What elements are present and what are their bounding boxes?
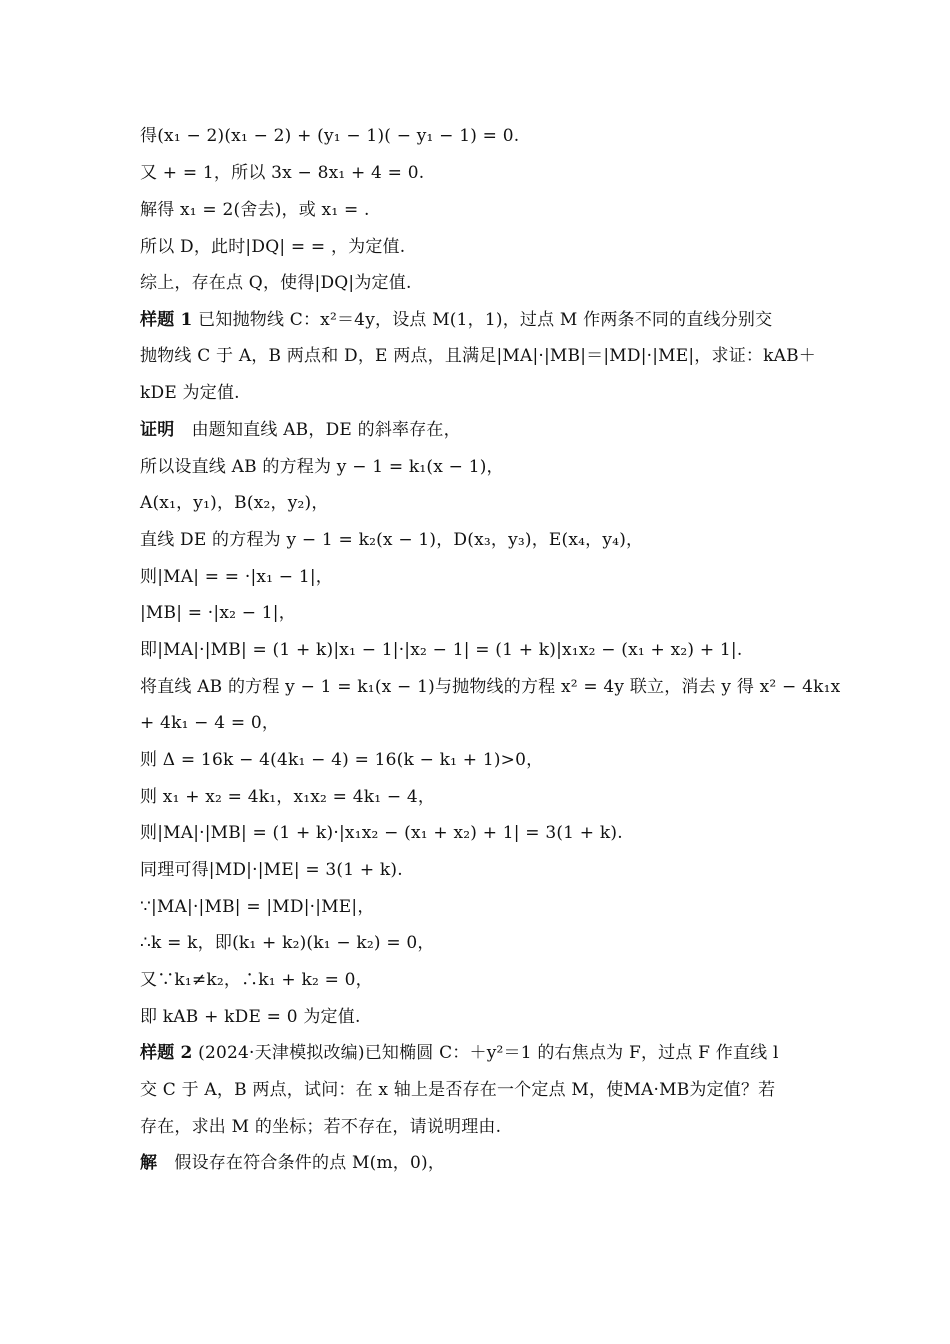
- text-line: [140, 1151, 445, 1175]
- line-text: 假设存在符合条件的点 M(m，0)，: [157, 1153, 446, 1173]
- text-line: 直线 DE 的方程为 y − 1 = k₂(x − 1)，D(x₃，y₃)，E(x₄，y₄)，: [140, 530, 644, 550]
- line-text: 由题知直线 AB，DE 的斜率存在，: [174, 420, 461, 440]
- text-line: 则 Δ = 16k − 4(4k₁ − 4) = 16(k − k₁ + 1)>0，: [140, 750, 544, 770]
- text-line: [140, 1041, 779, 1065]
- text-line: 同理可得|MD|·|ME| = 3(1 + k).: [140, 860, 403, 880]
- text-line: ∵|MA|·|MB| = |MD|·|ME|，: [140, 897, 375, 917]
- section-label: 样题 2: [140, 1043, 193, 1063]
- text-line: 所以 D，此时|DQ| = = ，为定值.: [140, 237, 406, 257]
- text-line: 又∵k₁≠k₂，∴k₁ + k₂ = 0，: [140, 970, 373, 990]
- text-line: 解得 x₁ = 2(舍去)，或 x₁ = .: [140, 200, 370, 220]
- text-line: 存在，求出 M 的坐标；若不存在，请说明理由.: [140, 1117, 502, 1137]
- text-line: |MB| = ·|x₂ − 1|，: [140, 603, 296, 623]
- text-line: 所以设直线 AB 的方程为 y − 1 = k₁(x − 1)，: [140, 457, 504, 477]
- text-line: A(x₁，y₁)，B(x₂，y₂)，: [140, 493, 329, 513]
- line-text: (2024·天津模拟改编)已知椭圆 C：＋y²＝1 的右焦点为 F，过点 F 作直线 l: [192, 1043, 779, 1063]
- text-line: 抛物线 C 于 A，B 两点和 D，E 两点，且满足|MA|·|MB|＝|MD|·|ME|，求证：kAB＋: [140, 346, 816, 366]
- text-line: 综上，存在点 Q，使得|DQ|为定值.: [140, 273, 412, 293]
- text-line: [140, 308, 772, 332]
- text-line: + 4k₁ − 4 = 0，: [140, 713, 280, 733]
- line-text: 已知抛物线 C：x²＝4y，设点 M(1，1)，过点 M 作两条不同的直线分别交: [192, 310, 773, 330]
- text-line: 则 x₁ + x₂ = 4k₁，x₁x₂ = 4k₁ − 4，: [140, 787, 436, 807]
- text-line: kDE 为定值.: [140, 383, 240, 403]
- text-line: 则|MA| = = ·|x₁ − 1|，: [140, 567, 333, 587]
- section-label: 证明: [140, 420, 175, 440]
- section-label: 解: [140, 1153, 158, 1173]
- text-line: [140, 418, 461, 442]
- section-label: 样题 1: [140, 310, 193, 330]
- text-line: 即 kAB + kDE = 0 为定值.: [140, 1007, 361, 1027]
- text-line: 则|MA|·|MB| = (1 + k)·|x₁x₂ − (x₁ + x₂) + 1| = 3(1 + k).: [140, 823, 623, 843]
- text-line: 又 + = 1，所以 3x − 8x₁ + 4 = 0.: [140, 163, 425, 183]
- text-line: ∴k = k，即(k₁ + k₂)(k₁ − k₂) = 0，: [140, 933, 435, 953]
- text-line: 得(x₁ − 2)(x₁ − 2) + (y₁ − 1)( − y₁ − 1) = 0.: [140, 126, 520, 146]
- text-line: 即|MA|·|MB| = (1 + k)|x₁ − 1|·|x₂ − 1| = (1 + k)|x₁x₂ − (x₁ + x₂) + 1|.: [140, 640, 743, 660]
- text-line: 将直线 AB 的方程 y − 1 = k₁(x − 1)与抛物线的方程 x² = 4y 联立，消去 y 得 x² − 4k₁x: [140, 677, 841, 697]
- text-line: 交 C 于 A，B 两点，试问：在 x 轴上是否存在一个定点 M，使MA·MB为定值？若: [140, 1080, 776, 1100]
